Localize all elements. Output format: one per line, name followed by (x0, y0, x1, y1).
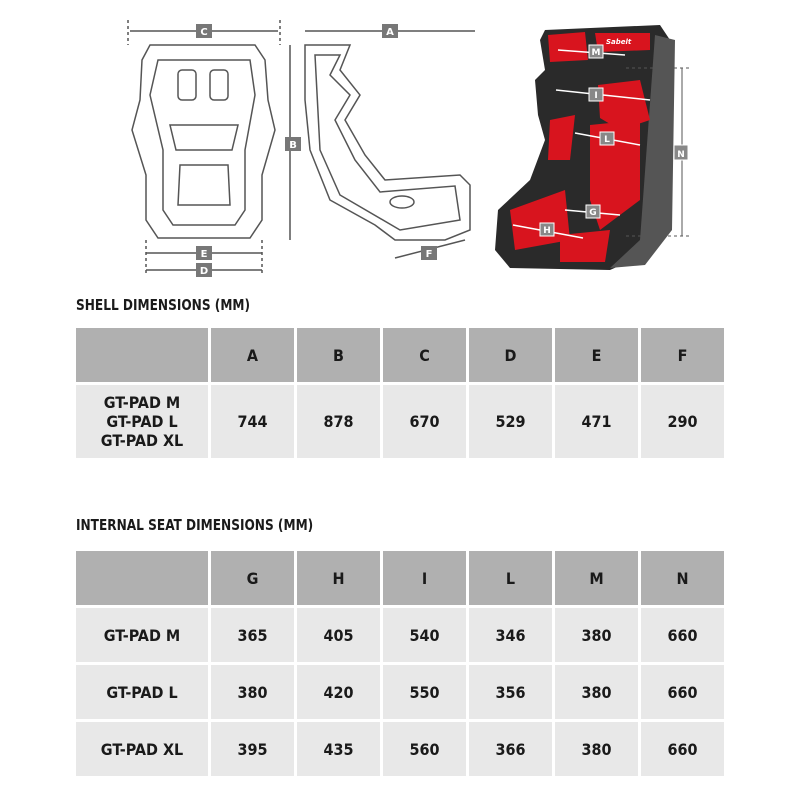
label-f: F (425, 249, 433, 260)
shell-dimensions-title: SHELL DIMENSIONS (MM) (76, 296, 251, 314)
label-m: M (591, 48, 601, 58)
model-cell: GT-PAD XL (76, 722, 208, 776)
internal-dimensions-title: INTERNAL SEAT DIMENSIONS (MM) (76, 516, 314, 534)
table-header-row (76, 551, 724, 605)
value-cell: 356 (469, 665, 552, 719)
value-cell: 471 (555, 385, 638, 458)
header-cell: B (297, 328, 380, 382)
internal-dimensions-table (73, 548, 727, 779)
header-cell: M (555, 551, 638, 605)
value-cell: 878 (297, 385, 380, 458)
label-b: B (289, 140, 297, 151)
label-n: N (677, 150, 685, 160)
value-cell: 670 (383, 385, 466, 458)
value-cell: 346 (469, 608, 552, 662)
label-l: L (604, 135, 610, 145)
label-e: E (200, 249, 208, 260)
seat-photo (495, 25, 690, 270)
header-cell: C (383, 328, 466, 382)
label-d: D (199, 266, 209, 277)
label-i: I (594, 91, 598, 101)
shell-dimensions-table (73, 325, 727, 461)
label-c: C (200, 27, 208, 38)
header-cell: A (211, 328, 294, 382)
header-cell (76, 551, 208, 605)
table-row (76, 385, 724, 458)
table-row (76, 722, 724, 776)
table-row (76, 665, 724, 719)
value-cell: 405 (297, 608, 380, 662)
model-name: GT-PAD M (103, 393, 181, 412)
value-cell: 550 (383, 665, 466, 719)
value-cell: 380 (555, 665, 638, 719)
model-cell: GT-PAD M (76, 608, 208, 662)
value-cell: 365 (211, 608, 294, 662)
header-cell: I (383, 551, 466, 605)
value-cell: 380 (555, 722, 638, 776)
header-cell: E (555, 328, 638, 382)
model-cell: GT-PAD L (76, 665, 208, 719)
value-cell: 380 (211, 665, 294, 719)
value-cell: 290 (641, 385, 724, 458)
header-cell: D (469, 328, 552, 382)
table-row (76, 608, 724, 662)
side-view-drawing (290, 31, 475, 258)
header-cell: L (469, 551, 552, 605)
header-cell: F (641, 328, 724, 382)
value-cell: 660 (641, 665, 724, 719)
label-a: A (386, 27, 394, 38)
model-name: GT-PAD XL (100, 431, 184, 450)
seat-dimension-diagrams (0, 0, 800, 285)
value-cell: 435 (297, 722, 380, 776)
front-view-drawing (128, 20, 280, 275)
table-header-row (76, 328, 724, 382)
value-cell: 529 (469, 385, 552, 458)
label-h: H (543, 226, 551, 236)
value-cell: 660 (641, 608, 724, 662)
value-cell: 560 (383, 722, 466, 776)
header-cell (76, 328, 208, 382)
value-cell: 744 (211, 385, 294, 458)
value-cell: 395 (211, 722, 294, 776)
model-cell (76, 385, 208, 458)
header-cell: N (641, 551, 724, 605)
value-cell: 420 (297, 665, 380, 719)
value-cell: 380 (555, 608, 638, 662)
brand-logo: Sabelt (606, 38, 632, 46)
label-g: G (589, 208, 597, 218)
value-cell: 540 (383, 608, 466, 662)
header-cell: G (211, 551, 294, 605)
header-cell: H (297, 551, 380, 605)
model-name: GT-PAD L (106, 412, 178, 431)
value-cell: 660 (641, 722, 724, 776)
value-cell: 366 (469, 722, 552, 776)
